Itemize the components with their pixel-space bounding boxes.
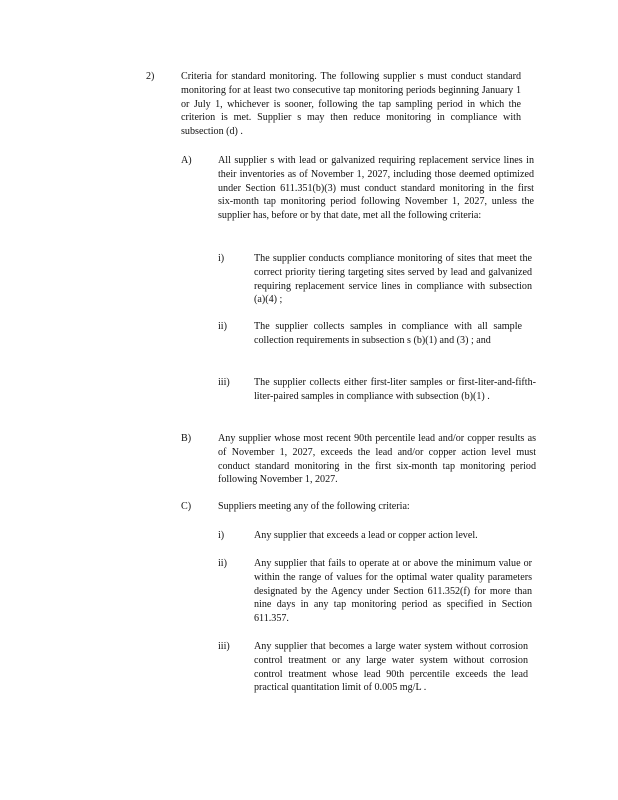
subsection-c-item-iii-label: iii) [218,641,230,652]
subsection-a-item-i [254,252,532,307]
subsection-c-item-iii-text: Any supplier that becomes a large water system without corrosion control treatment or any large water system without corrosion control treatment whose lead 90th percentile exceeds the lead practical quantitation limit of 0.005 mg/L . [254,641,528,694]
subsection-a-item-i-label: i) [218,253,225,264]
item-2-paragraph [181,70,521,139]
subsection-c-item-ii-text: Any supplier that fails to operate at or above the minimum value or within the range of values for the optimal water quality parameters designated by the Agency under Section 611.352(f) for more than nine days in any tap monitoring period as specified in Section 611.357. [254,558,532,625]
subsection-a-item-iii [254,376,536,404]
subsection-a-item-i-text: The supplier conducts compliance monitoring of sites that meet the correct priority tiering targeting sites served by lead and galvanized requiring replacement service lines in compliance with subsection (a)(4) ; [254,253,532,306]
subsection-c-paragraph [218,500,536,514]
subsection-a-text: All supplier s with lead or galvanized requiring replacement service lines in their inventories as of November 1, 2027, including those deemed optimized under Section 611.351(b)(3) must conduct standard monitoring in the first six-month tap monitoring period following November 1, 2027, unless the supplier has, before or by that date, met all the following criteria: [218,155,534,222]
subsection-a-label: A) [181,155,192,166]
item-2-text: Criteria for standard monitoring. The following supplier s must conduct standard monitoring for at least two consecutive tap monitoring periods beginning January 1 or July 1, whichever is sooner, following the tap sampling period in which the criterion is met. Supplier s may then reduce monitoring in compliance with subsection (d) . [181,71,521,138]
subsection-c-item-i [254,529,536,543]
subsection-c-item-i-text: Any supplier that exceeds a lead or copper action level. [254,530,478,541]
item-2-label: 2) [146,71,155,82]
subsection-c-label: C) [181,501,192,512]
subsection-b-text: Any supplier whose most recent 90th percentile lead and/or copper results as of November 1, 2027, exceeds the lead and/or copper action level must conduct standard monitoring in the first six-month tap monitoring period following November 1, 2027. [218,433,536,486]
subsection-c-item-i-label: i) [218,530,225,541]
subsection-c-item-ii-label: ii) [218,558,227,569]
subsection-a-item-ii-text: The supplier collects samples in compliance with all sample collection requirements in subsection s (b)(1) and (3) ; and [254,321,522,346]
subsection-a-item-ii-label: ii) [218,321,227,332]
subsection-a-item-iii-label: iii) [218,377,230,388]
subsection-a-paragraph [218,154,534,223]
subsection-a-item-iii-text: The supplier collects either first-liter samples or first-liter-and-fifth-liter-paired samples in compliance with subsection (b)(1) . [254,377,536,402]
subsection-c-item-iii [254,640,528,695]
subsection-c-item-ii [254,557,532,626]
subsection-b-paragraph [218,432,536,487]
subsection-b-label: B) [181,433,192,444]
subsection-c-text: Suppliers meeting any of the following criteria: [218,501,410,512]
subsection-a-item-ii [254,320,522,348]
